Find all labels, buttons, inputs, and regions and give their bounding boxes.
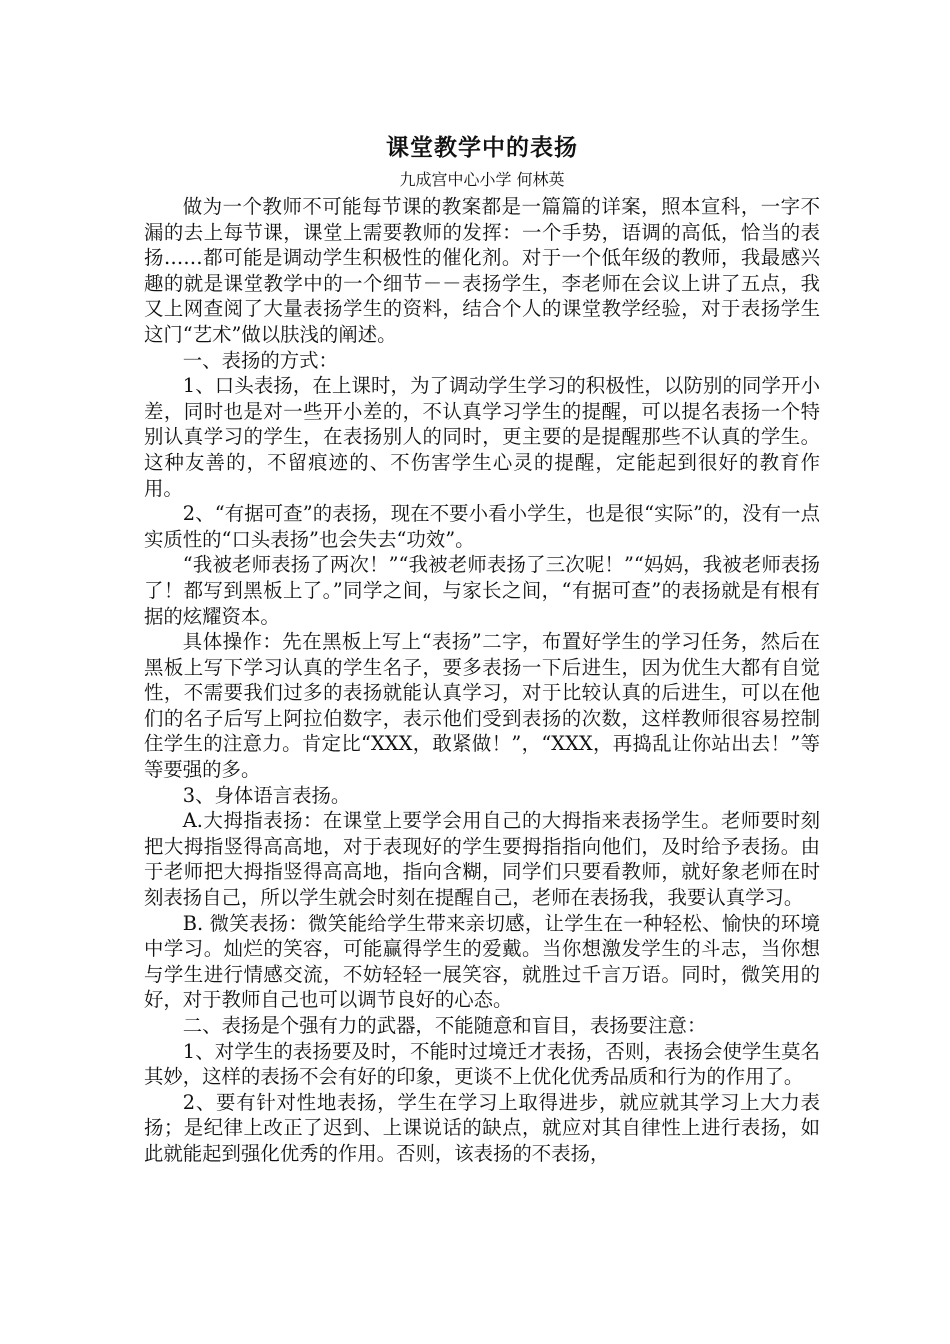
paragraph-smile-praise: B. 微笑表扬：微笑能给学生带来亲切感，让学生在一种轻松、愉快的环境中学习。灿烂的笑容，可能赢得学生的爱戴。当你想激发学生的斗志，当你想与学生进行情感交流，不妨轻轻一展笑容，就胜过千言万语。同时，微笑用的好，对于教师自己也可以调节良好的心态。 xyxy=(144,911,820,1012)
section-heading-body-language: 3、身体语言表扬。 xyxy=(182,783,351,807)
paragraph-timely-praise: 1、对学生的表扬要及时，不能时过境迁才表扬，否则，表扬会使学生莫名其妙，这样的表扬不会有好的印象，更谈不上优化优秀品质和行为的作用了。 xyxy=(144,1039,820,1089)
section-heading-praise-methods: 一、表扬的方式： xyxy=(182,348,338,372)
paragraph-thumb-praise: A.大拇指表扬：在课堂上要学会用自己的大拇指来表扬学生。老师要时刻把大拇指竖得高高地，对于表现好的学生要拇指指向他们，及时给予表扬。由于老师把大拇指竖得高高地，指向含糊，同学们只要看教师，就好象老师在时刻表扬自己，所以学生就会时刻在提醒自己，老师在表扬我，我要认真学习。 xyxy=(144,809,820,910)
document-page xyxy=(144,128,820,1167)
paragraph-recorded-praise: 2、“有据可查”的表扬，现在不要小看小学生，也是很“实际”的，没有一点实质性的“口头表扬”也会失去“功效”。 xyxy=(144,502,820,551)
document-author: 九成宫中心小学 何林英 xyxy=(399,170,565,189)
paragraph-verbal-praise: 1、口头表扬，在上课时，为了调动学生学习的积极性，以防别的同学开小差，同时也是对一些开小差的，不认真学习学生的提醒，可以提名表扬一个特别认真学习的学生，在表扬别人的同时，更主要的是提醒那些不认真的学生。这种友善的，不留痕迹的、不伤害学生心灵的提醒，定能起到很好的教育作用。 xyxy=(144,374,820,500)
paragraph-targeted-praise: 2、要有针对性地表扬，学生在学习上取得进步，就应就其学习上大力表扬；是纪律上改正了迟到、上课说话的缺点，就应对其自律性上进行表扬，如此就能起到强化优秀的作用。否则，该表扬的不表扬， xyxy=(144,1090,820,1165)
paragraph-operation: 具体操作：先在黑板上写上“表扬”二字，布置好学生的学习任务，然后在黑板上写下学习认真的学生名子，要多表扬一下后进生，因为优生大都有自觉性，不需要我们过多的表扬就能认真学习，对于比较认真的后进生，可以在他们的名子后写上阿拉伯数字，表示他们受到表扬的次数，这样教师很容易控制住学生的注意力。肯定比“XXX，敢紧做！”，“XXX，再捣乱让你站出去！”等等要强的多。 xyxy=(144,630,820,782)
paragraph-student-quotes: “我被老师表扬了两次！”“我被老师表扬了三次呢！”“妈妈，我被老师表扬了！都写到黑板上了。”同学之间，与家长之间，“有据可查”的表扬就是有根有据的炫耀资本。 xyxy=(144,553,820,628)
paragraph-intro: 做为一个教师不可能每节课的教案都是一篇篇的详案，照本宣科，一字不漏的去上每节课，课堂上需要教师的发挥：一个手势，语调的高低，恰当的表扬……都可能是调动学生积极性的催化剂。对于一个低年级的教师，我最感兴趣的就是课堂教学中的一个细节－－表扬学生，李老师在会议上讲了五点，我又上网查阅了大量表扬学生的资料，结合个人的课堂教学经验，对于表扬学生这门“艺术”做以肤浅的阐述。 xyxy=(144,195,820,346)
section-heading-cautions: 二、表扬是个强有力的武器，不能随意和盲目，表扬要注意： xyxy=(182,1014,707,1037)
document-title: 课堂教学中的表扬 xyxy=(386,134,578,161)
